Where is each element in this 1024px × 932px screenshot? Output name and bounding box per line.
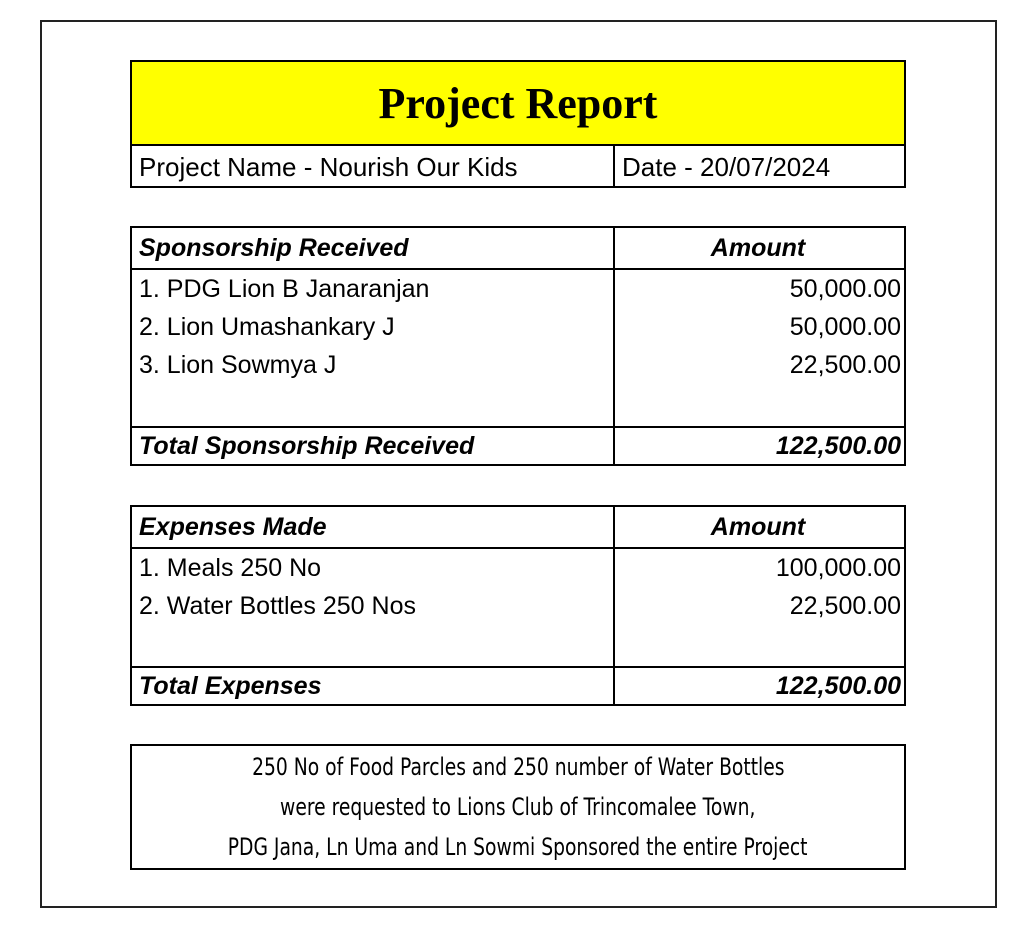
table-row [132, 270, 904, 308]
note-box [130, 744, 906, 870]
total-row [132, 426, 904, 464]
table-row [132, 587, 904, 625]
column-header-amount: Amount [710, 512, 806, 541]
empty-cell [132, 384, 615, 426]
note-line: PDG Jana, Ln Uma and Ln Sowmi Sponsored the entire Project [228, 833, 808, 861]
report-title: Project Report [132, 62, 904, 146]
row-label: 1. Meals 250 No [132, 549, 615, 587]
empty-row [132, 384, 904, 426]
total-row [132, 666, 904, 704]
report-meta-row [132, 146, 904, 188]
project-name: Project Name - Nourish Our Kids [132, 146, 615, 188]
empty-row [132, 625, 904, 666]
row-label: 1. PDG Lion B Janaranjan [132, 270, 615, 308]
empty-cell [615, 625, 904, 666]
note-line: were requested to Lions Club of Trincomalee Town, [280, 793, 756, 821]
total-label: Total Expenses [132, 668, 615, 704]
row-label: 2. Water Bottles 250 Nos [132, 587, 615, 625]
table-row [132, 346, 904, 384]
row-amount: 22,500.00 [789, 591, 901, 620]
note-line: 250 No of Food Parcles and 250 number of Water Bottles [251, 753, 785, 781]
row-amount: 22,500.00 [789, 350, 901, 379]
empty-cell [132, 625, 615, 666]
report-date: Date - 20/07/2024 [622, 151, 831, 182]
empty-cell [615, 384, 904, 426]
table-row [132, 308, 904, 346]
column-header-amount: Amount [710, 233, 806, 262]
report-header [130, 60, 906, 188]
table-header-row [132, 228, 904, 270]
table-row [132, 549, 904, 587]
row-label: 3. Lion Sowmya J [132, 346, 615, 384]
row-amount: 100,000.00 [775, 553, 901, 582]
total-label: Total Sponsorship Received [132, 428, 615, 464]
expenses-table [130, 505, 906, 706]
row-amount: 50,000.00 [789, 312, 901, 341]
column-header-label: Expenses Made [132, 507, 615, 547]
column-header-label: Sponsorship Received [132, 228, 615, 268]
row-amount: 50,000.00 [789, 274, 901, 303]
total-amount: 122,500.00 [775, 671, 901, 700]
sponsorship-table [130, 226, 906, 466]
table-header-row [132, 507, 904, 549]
total-amount: 122,500.00 [775, 431, 901, 460]
row-label: 2. Lion Umashankary J [132, 308, 615, 346]
